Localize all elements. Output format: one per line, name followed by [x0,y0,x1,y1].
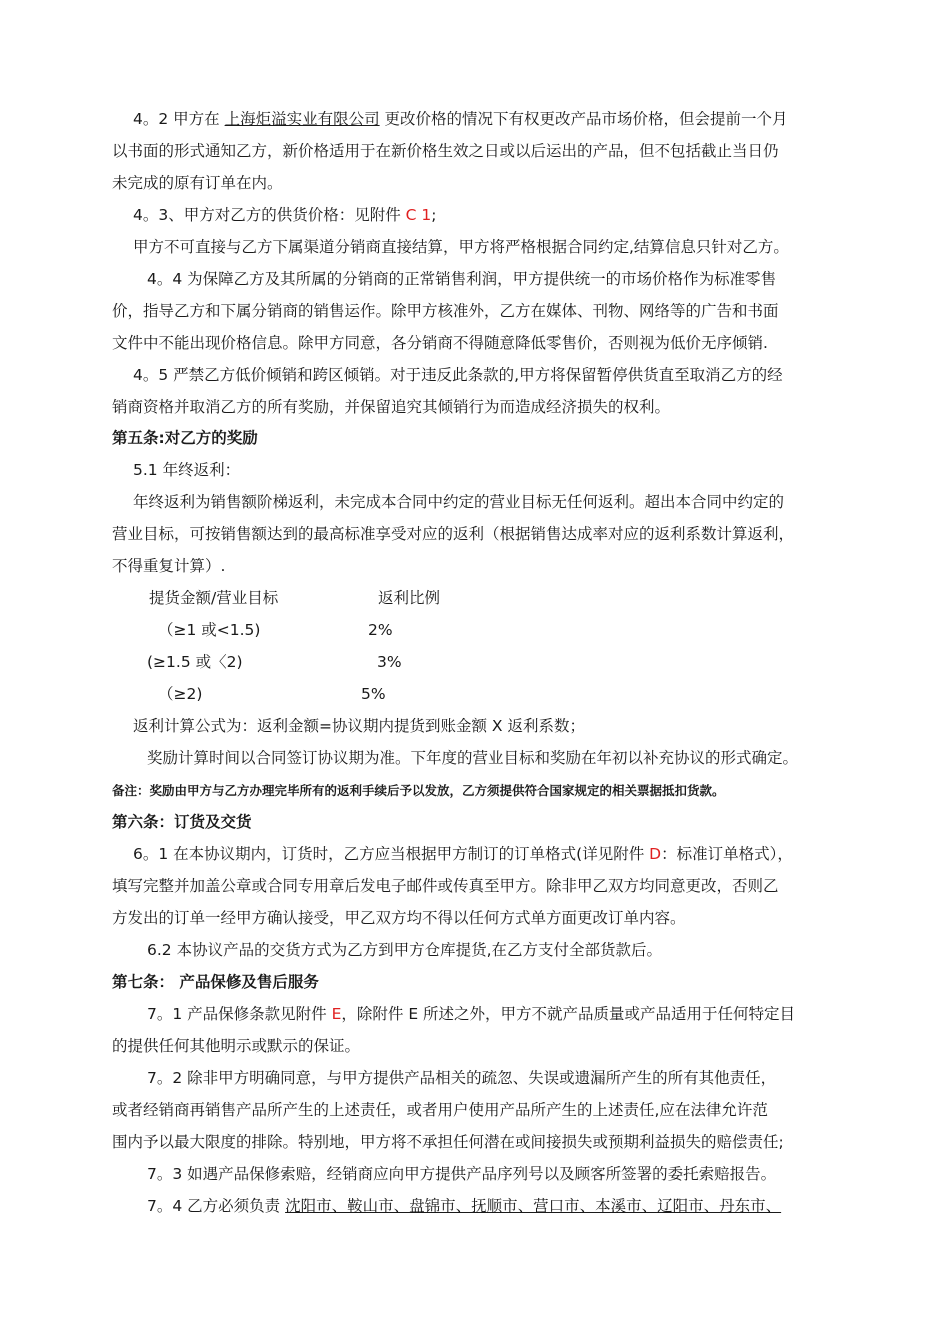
clause-4-2-line-3: 未完成的原有订单在内。 [112,174,283,192]
clause-6-1-line-1 [133,844,863,864]
responsible-cities: 沈阳市、鞍山市、盘锦市、抚顺市、营口市、本溪市、辽阳市、丹东市、 [285,1197,782,1215]
rebate-paragraph-line-3: 不得重复计算）. [112,557,226,575]
reward-note: 备注：奖励由甲方与乙方办理完毕所有的返利手续后予以发放，乙方须提供符合国家规定的相关票据抵扣货款。 [112,783,725,798]
table-row-1-ratio: 2% [368,621,393,639]
clause-7-2-line-3: 围内予以最大限度的排除。特别地，甲方将不承担任何潜在或间接损失或预期利益损失的赔偿责任; [112,1133,784,1151]
company-name: 上海炬溢实业有限公司 [224,110,380,128]
clause-4-2-prefix: 4。2 甲方在 [133,110,220,128]
clause-4-5-line-1: 4。5 严禁乙方低价倾销和跨区倾销。对于违反此条款的,甲方将保留暂停供货直至取消乙方的经 [133,366,783,384]
annex-c1-ref: C 1 [405,206,432,224]
clause-7-4-line-1 [147,1196,877,1216]
clause-7-3: 7。3 如遇产品保修索赔，经销商应向甲方提供产品序列号以及顾客所签署的委托索赔报告。 [147,1165,777,1183]
clause-6-1-prefix: 6。1 在本协议期内，订货时，乙方应当根据甲方制订的订单格式(详见附件 [133,845,645,863]
table-header-ratio: 返利比例 [378,589,441,607]
clause-7-1-suffix: ，除附件 E 所述之外，甲方不就产品质量或产品适用于任何特定目 [341,1005,796,1023]
clause-7-4-prefix: 7。4 乙方必须负责 [147,1197,281,1215]
reward-timing: 奖励计算时间以合同签订协议期为准。下年度的营业目标和奖励在年初以补充协议的形式确定。 [147,749,799,767]
annex-e-ref: E [331,1005,342,1023]
article-7-title: 第七条： 产品保修及售后服务 [112,973,319,991]
clause-4-4-line-3: 文件中不能出现价格信息。除甲方同意，各分销商不得随意降低零售价，否则视为低价无序倾销. [112,334,768,352]
clause-4-3-line-2: 甲方不可直接与乙方下属渠道分销商直接结算，甲方将严格根据合同约定,结算信息只针对乙方。 [133,238,789,256]
clause-6-1-suffix: ：标准订单格式）， [661,845,793,863]
clause-4-4-line-2: 价，指导乙方和下属分销商的销售运作。除甲方核准外，乙方在媒体、刊物、网络等的广告和书面 [112,302,779,320]
clause-4-5-line-2: 销商资格并取消乙方的所有奖励，并保留追究其倾销行为而造成经济损失的权利。 [112,398,671,416]
clause-6-1-line-2: 填写完整并加盖公章或合同专用章后发电子邮件或传真至甲方。除非甲乙双方均同意更改，否则乙 [112,877,779,895]
table-row-2-range: (≥1.5 或〈2) [147,653,243,671]
annex-d-ref: D [649,845,662,863]
clause-4-4-line-1: 4。4 为保障乙方及其所属的分销商的正常销售利润，甲方提供统一的市场价格作为标准零售 [147,270,777,288]
clause-4-3-prefix: 4。3、甲方对乙方的供货价格：见附件 [133,206,401,224]
clause-4-2-text: 更改价格的情况下有权更改产品市场价格，但会提前一个月 [384,110,788,128]
rebate-formula: 返利计算公式为：返利金额=协议期内提货到账金额 X 返利系数； [133,717,585,735]
table-row-1-range: （≥1 或<1.5) [158,621,261,639]
clause-4-2-line-1 [133,109,863,129]
clause-4-3-line-1 [133,205,863,225]
clause-4-2-line-2: 以书面的形式通知乙方，新价格适用于在新价格生效之日或以后运出的产品，但不包括截止当日仍 [112,142,779,160]
clause-7-2-line-2: 或者经销商再销售产品所产生的上述责任，或者用户使用产品所产生的上述责任,应在法律允许范 [112,1101,768,1119]
clause-7-1-line-2: 的提供任何其他明示或默示的保证。 [112,1037,361,1055]
clause-6-2: 6.2 本协议产品的交货方式为乙方到甲方仓库提货,在乙方支付全部货款后。 [147,941,663,959]
article-5-title: 第五条:对乙方的奖励 [112,429,258,447]
table-row-3-ratio: 5% [361,685,386,703]
table-row-3-range: （≥2) [158,685,203,703]
table-row-2-ratio: 3% [377,653,402,671]
rebate-paragraph-line-1: 年终返利为销售额阶梯返利，未完成本合同中约定的营业目标无任何返利。超出本合同中约定的 [133,493,785,511]
clause-4-3-end: ; [431,206,437,224]
clause-7-2-line-1: 7。2 除非甲方明确同意，与甲方提供产品相关的疏忽、失误或遗漏所产生的所有其他责任， [147,1069,777,1087]
clause-7-1-line-1 [147,1004,877,1024]
clause-7-1-prefix: 7。1 产品保修条款见附件 [147,1005,327,1023]
clause-6-1-line-3: 方发出的订单一经甲方确认接受，甲乙双方均不得以任何方式单方面更改订单内容。 [112,909,686,927]
clause-5-1-title: 5.1 年终返利： [133,461,241,479]
article-6-title: 第六条：订货及交货 [112,813,252,831]
table-header-target: 提货金额/营业目标 [149,589,279,607]
rebate-paragraph-line-2: 营业目标，可按销售额达到的最高标准享受对应的返利（根据销售达成率对应的返利系数计算返利， [112,525,795,543]
